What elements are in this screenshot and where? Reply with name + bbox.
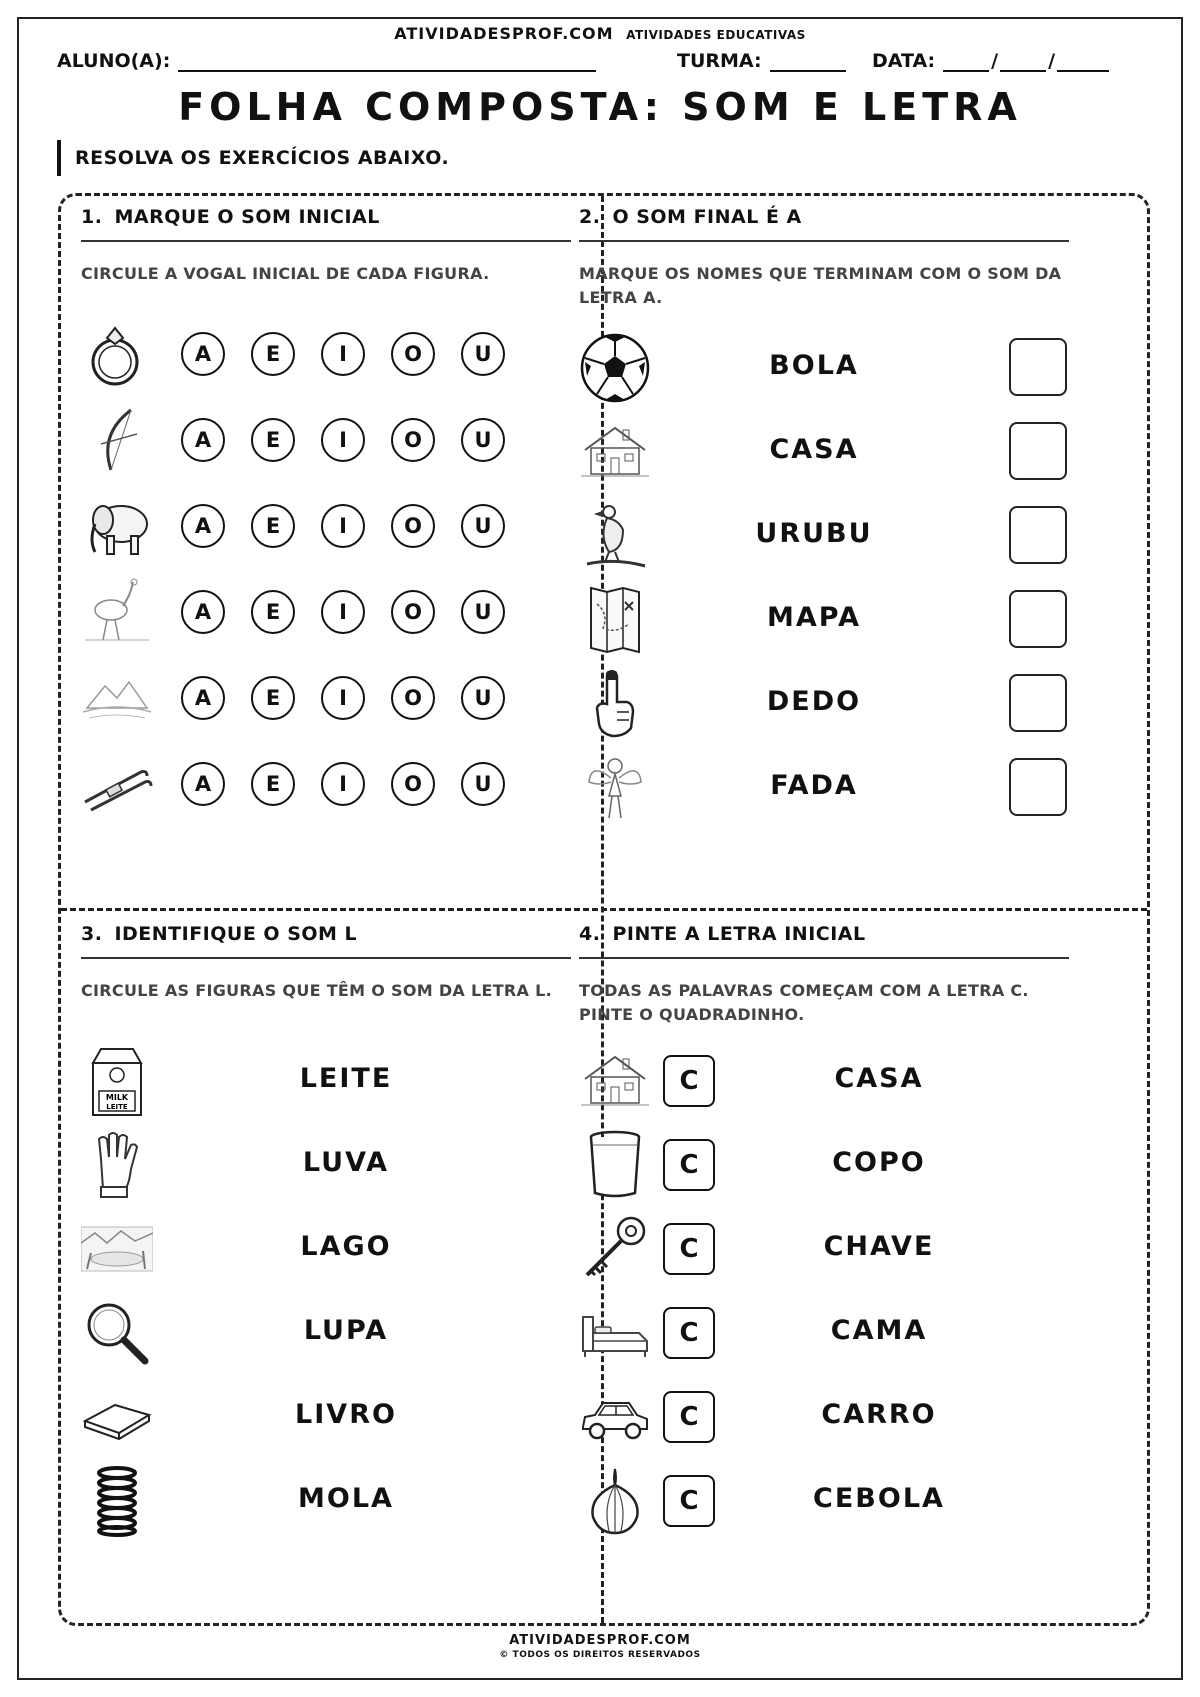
vowel-e[interactable]: E xyxy=(251,762,295,806)
map-icon xyxy=(579,584,651,656)
car-icon xyxy=(579,1381,651,1453)
vowel-e[interactable]: E xyxy=(251,676,295,720)
glass-icon xyxy=(579,1129,651,1201)
l-sound-row[interactable] xyxy=(81,1465,571,1551)
l-sound-row[interactable] xyxy=(81,1213,571,1299)
initial-letter-row xyxy=(579,1297,1069,1383)
section-1-instruction: CIRCULE A VOGAL INICIAL DE CADA FIGURA. xyxy=(81,264,490,283)
date-year-line[interactable] xyxy=(1057,50,1109,72)
word-label: CAMA xyxy=(830,1315,928,1346)
house-icon xyxy=(579,1045,651,1117)
final-sound-row xyxy=(579,668,1069,754)
glove-icon xyxy=(81,1129,153,1201)
ring-icon xyxy=(81,318,153,390)
answer-checkbox[interactable] xyxy=(1009,338,1067,396)
initial-letter-row xyxy=(579,1045,1069,1131)
date-label: DATA: xyxy=(872,50,936,72)
vowel-a[interactable]: A xyxy=(181,762,225,806)
section-1-heading: MARQUE O SOM INICIAL xyxy=(114,206,380,228)
answer-checkbox[interactable] xyxy=(1009,674,1067,732)
letter-c-box[interactable]: C xyxy=(663,1139,715,1191)
section-4-instruction: TODAS AS PALAVRAS COMEÇAM COM A LETRA C. PINTE O QUADRADINHO. xyxy=(579,981,1029,1024)
letter-c-box[interactable]: C xyxy=(663,1055,715,1107)
vowel-o[interactable]: O xyxy=(391,504,435,548)
finger-icon xyxy=(579,668,651,740)
date-month-line[interactable] xyxy=(1000,50,1046,72)
word-label: LUVA xyxy=(302,1147,390,1178)
word-label: DEDO xyxy=(766,686,862,717)
final-sound-row xyxy=(579,752,1069,838)
date-separator: / xyxy=(991,50,999,72)
general-instruction: RESOLVA OS EXERCÍCIOS ABAIXO. xyxy=(57,140,449,176)
initial-letter-row xyxy=(579,1129,1069,1215)
vowel-o[interactable]: O xyxy=(391,676,435,720)
vowel-o[interactable]: O xyxy=(391,590,435,634)
vowel-a[interactable]: A xyxy=(181,332,225,376)
answer-checkbox[interactable] xyxy=(1009,758,1067,816)
date-field[interactable] xyxy=(872,50,1109,72)
section-4-title xyxy=(579,923,1069,959)
class-label: TURMA: xyxy=(677,50,762,72)
vowel-a[interactable]: A xyxy=(181,590,225,634)
vowel-i[interactable]: I xyxy=(321,418,365,462)
vulture-icon xyxy=(579,500,651,572)
word-label: MOLA xyxy=(298,1483,394,1514)
vowel-i[interactable]: I xyxy=(321,504,365,548)
word-label: CHAVE xyxy=(823,1231,935,1262)
answer-checkbox[interactable] xyxy=(1009,506,1067,564)
exercise-grid xyxy=(58,193,1150,1626)
key-icon xyxy=(579,1213,651,1285)
vowel-row xyxy=(81,490,571,576)
section-3-number: 3. xyxy=(81,923,103,945)
site-name: ATIVIDADESPROF.COM xyxy=(394,24,614,43)
final-sound-row xyxy=(579,500,1069,586)
vowel-row xyxy=(81,576,571,662)
letter-c-box[interactable]: C xyxy=(663,1223,715,1275)
section-4-number: 4. xyxy=(579,923,601,945)
word-label: CEBOLA xyxy=(813,1483,945,1514)
section-4-heading: PINTE A LETRA INICIAL xyxy=(612,923,866,945)
vowel-e[interactable]: E xyxy=(251,504,295,548)
l-sound-row[interactable] xyxy=(81,1045,571,1131)
letter-c-box[interactable]: C xyxy=(663,1391,715,1443)
vowel-u[interactable]: U xyxy=(461,504,505,548)
section-3-title xyxy=(81,923,571,959)
ball-icon xyxy=(579,332,651,404)
vowel-e[interactable]: E xyxy=(251,418,295,462)
word-label: BOLA xyxy=(769,350,859,381)
magnifier-icon xyxy=(81,1297,153,1369)
section-3-heading: IDENTIFIQUE O SOM L xyxy=(114,923,358,945)
student-name-line[interactable] xyxy=(178,50,596,72)
l-sound-row[interactable] xyxy=(81,1129,571,1215)
word-label: CARRO xyxy=(821,1399,937,1430)
ski-icon xyxy=(81,748,153,820)
fairy-icon xyxy=(579,752,651,824)
footer xyxy=(0,1633,1200,1660)
section-3 xyxy=(81,923,571,1514)
site-header xyxy=(0,24,1200,43)
carton-text: MILK xyxy=(105,1093,129,1102)
section-2-title xyxy=(579,206,1069,242)
onion-icon xyxy=(579,1465,651,1537)
class-line[interactable] xyxy=(770,50,846,72)
l-sound-row[interactable] xyxy=(81,1297,571,1383)
vowel-o[interactable]: O xyxy=(391,762,435,806)
word-label: LIVRO xyxy=(295,1399,397,1430)
final-sound-row xyxy=(579,584,1069,670)
student-label: ALUNO(A): xyxy=(57,50,171,72)
vowel-u[interactable]: U xyxy=(461,418,505,462)
word-label: MAPA xyxy=(767,602,861,633)
word-label: LAGO xyxy=(300,1231,392,1262)
vowel-i[interactable]: I xyxy=(321,332,365,376)
word-label: LUPA xyxy=(303,1315,389,1346)
word-label: COPO xyxy=(832,1147,926,1178)
vowel-a[interactable]: A xyxy=(181,676,225,720)
word-label: CASA xyxy=(769,434,859,465)
section-1-title xyxy=(81,206,571,242)
carton-text: LEITE xyxy=(106,1103,128,1111)
word-label: URUBU xyxy=(755,518,873,549)
word-label: LEITE xyxy=(299,1063,393,1094)
final-sound-row xyxy=(579,416,1069,502)
initial-letter-row xyxy=(579,1381,1069,1467)
lake-icon xyxy=(81,1213,153,1285)
vowel-row xyxy=(81,748,571,834)
final-sound-row xyxy=(579,332,1069,418)
section-3-instruction: CIRCULE AS FIGURAS QUE TÊM O SOM DA LETRA L. xyxy=(81,981,552,1000)
initial-letter-row xyxy=(579,1213,1069,1299)
section-2-instruction: MARQUE OS NOMES QUE TERMINAM COM O SOM DA LETRA A. xyxy=(579,264,1062,307)
word-label: CASA xyxy=(834,1063,924,1094)
class-field[interactable] xyxy=(677,50,846,72)
vowel-u[interactable]: U xyxy=(461,762,505,806)
elephant-icon xyxy=(81,490,153,562)
date-day-line[interactable] xyxy=(943,50,989,72)
initial-letter-row xyxy=(579,1465,1069,1551)
page-title: FOLHA COMPOSTA: SOM E LETRA xyxy=(178,85,1022,129)
section-2-number: 2. xyxy=(579,206,601,228)
book-icon xyxy=(81,1381,153,1453)
vowel-a[interactable]: A xyxy=(181,418,225,462)
vowel-u[interactable]: U xyxy=(461,676,505,720)
answer-checkbox[interactable] xyxy=(1009,590,1067,648)
section-1 xyxy=(81,206,571,796)
vowel-i[interactable]: I xyxy=(321,590,365,634)
vowel-o[interactable]: O xyxy=(391,332,435,376)
bed-icon xyxy=(579,1297,651,1369)
ostrich-icon xyxy=(81,576,153,648)
student-name-field[interactable] xyxy=(57,50,596,72)
footer-site: ATIVIDADESPROF.COM xyxy=(509,1633,691,1648)
house-icon xyxy=(579,416,651,488)
vowel-i[interactable]: I xyxy=(321,762,365,806)
vowel-i[interactable]: I xyxy=(321,676,365,720)
island-icon xyxy=(81,662,153,734)
vowel-row xyxy=(81,404,571,490)
vowel-e[interactable]: E xyxy=(251,332,295,376)
footer-rights: © TODOS OS DIREITOS RESERVADOS xyxy=(499,1650,701,1660)
milk-carton-icon xyxy=(81,1045,153,1117)
vowel-row xyxy=(81,662,571,748)
vowel-u[interactable]: U xyxy=(461,332,505,376)
vowel-o[interactable]: O xyxy=(391,418,435,462)
answer-checkbox[interactable] xyxy=(1009,422,1067,480)
l-sound-row[interactable] xyxy=(81,1381,571,1467)
vowel-u[interactable]: U xyxy=(461,590,505,634)
bow-icon xyxy=(81,404,153,476)
grid-horizontal-divider xyxy=(61,908,1147,911)
spring-icon xyxy=(81,1465,153,1537)
vowel-row xyxy=(81,318,571,404)
section-2-heading: O SOM FINAL É A xyxy=(612,206,802,228)
word-label: FADA xyxy=(770,770,858,801)
letter-c-box[interactable]: C xyxy=(663,1475,715,1527)
section-1-number: 1. xyxy=(81,206,103,228)
date-separator: / xyxy=(1048,50,1056,72)
student-fields xyxy=(57,50,1147,80)
site-subtitle: ATIVIDADES EDUCATIVAS xyxy=(626,28,806,42)
letter-c-box[interactable]: C xyxy=(663,1307,715,1359)
section-4 xyxy=(579,923,1069,1516)
vowel-a[interactable]: A xyxy=(181,504,225,548)
section-2 xyxy=(579,206,1069,801)
vowel-e[interactable]: E xyxy=(251,590,295,634)
